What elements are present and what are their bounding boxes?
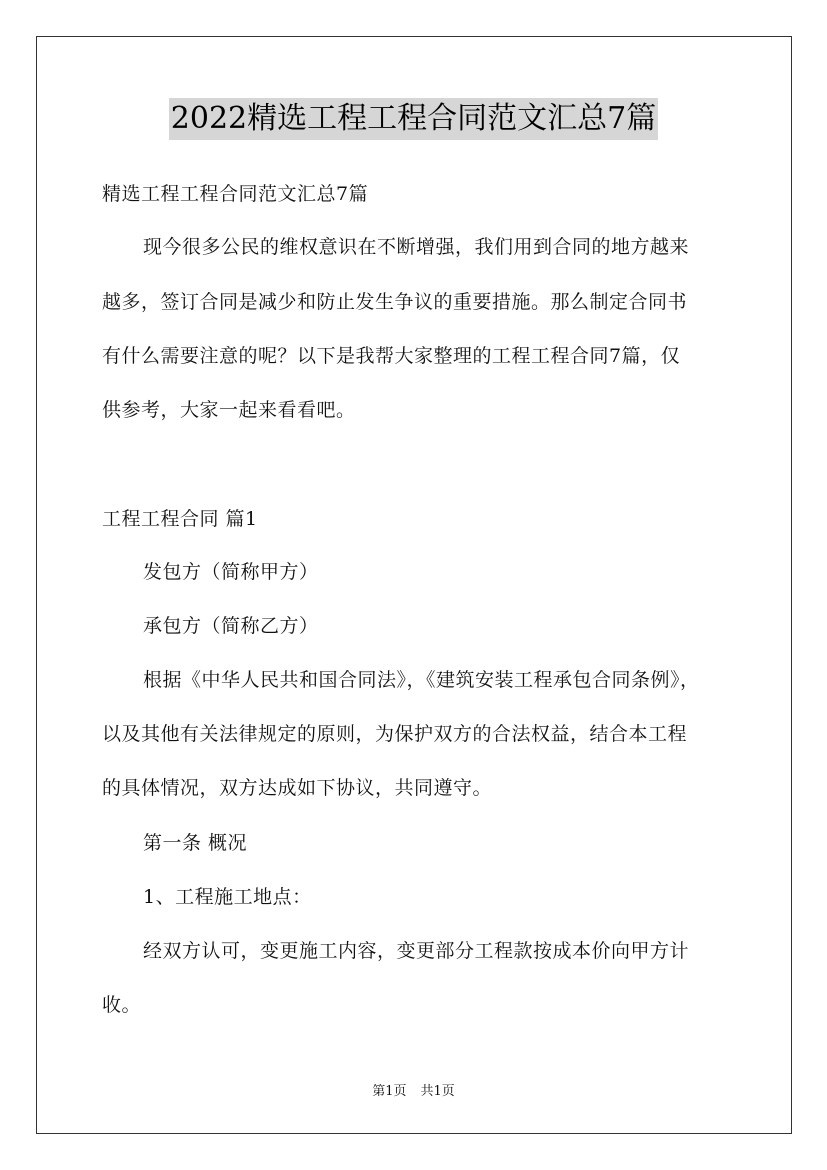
intro-line: 越多，签订合同是减少和防止发生争议的重要措施。那么制定合同书 bbox=[102, 291, 688, 313]
basis-line: 根据《中华人民共和国合同法》，《建筑安装工程承包合同条例》， bbox=[143, 669, 700, 691]
article-heading: 第一条 概况 bbox=[143, 832, 248, 854]
intro-line: 供参考，大家一起来看看吧。 bbox=[102, 399, 356, 421]
title-container bbox=[0, 98, 827, 140]
page-total: 共1页 bbox=[420, 1084, 455, 1099]
list-item: 1、工程施工地点： bbox=[143, 886, 312, 908]
change-line: 经双方认可，变更施工内容，变更部分工程款按成本价向甲方计 bbox=[143, 940, 690, 962]
page-number: 第1页 bbox=[372, 1084, 407, 1099]
party-b-line: 承包方（简称乙方） bbox=[143, 615, 319, 637]
section-heading: 工程工程合同 篇1 bbox=[102, 508, 258, 530]
basis-line: 以及其他有关法律规定的原则，为保护双方的合法权益，结合本工程 bbox=[102, 723, 688, 745]
intro-line: 有什么需要注意的呢？以下是我帮大家整理的工程工程合同7篇，仅 bbox=[102, 345, 681, 367]
party-a-line: 发包方（简称甲方） bbox=[143, 561, 319, 583]
change-line: 收。 bbox=[102, 994, 142, 1016]
document-title: 2022精选工程工程合同范文汇总7篇 bbox=[169, 98, 658, 140]
basis-line: 的具体情况，双方达成如下协议，共同遵守。 bbox=[102, 777, 493, 799]
intro-line: 现今很多公民的维权意识在不断增强，我们用到合同的地方越来 bbox=[143, 236, 690, 258]
document-subtitle: 精选工程工程合同范文汇总7篇 bbox=[102, 183, 369, 205]
page-footer bbox=[0, 1083, 827, 1101]
